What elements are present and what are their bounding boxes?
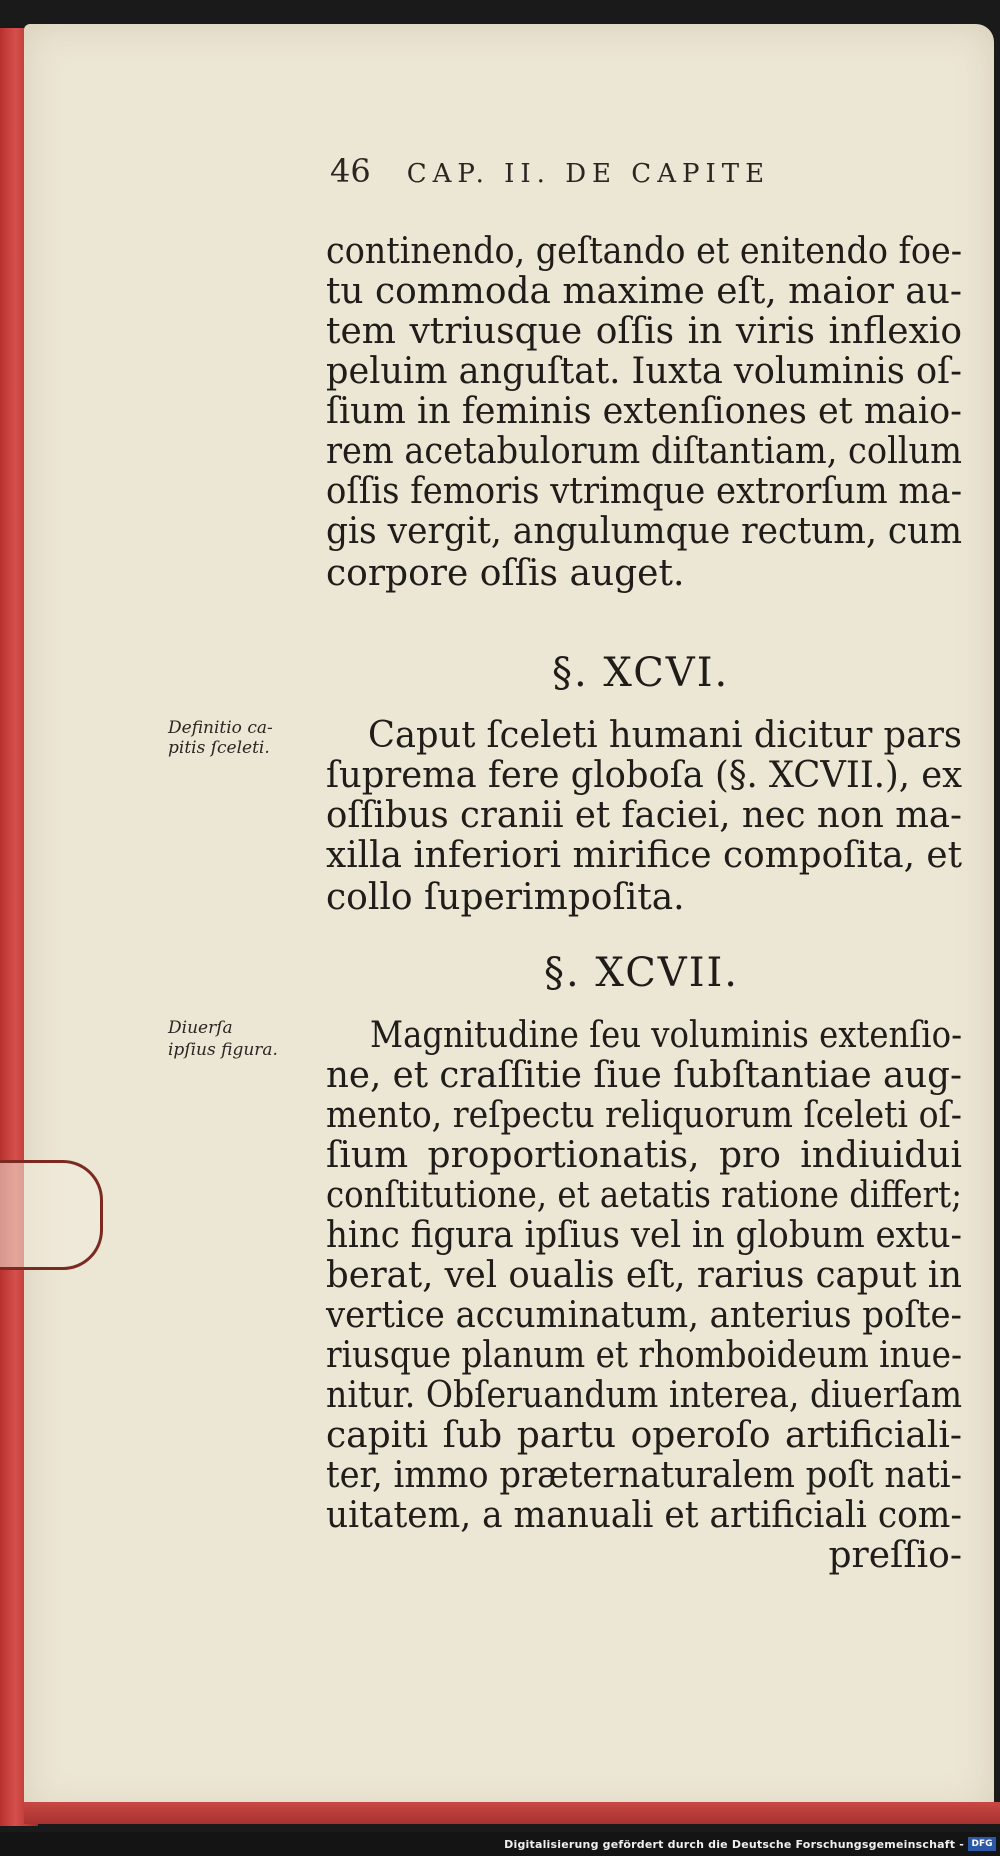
running-head-title: CAP. II. DE CAPITE	[406, 159, 771, 189]
marginal-note-line: ipſius figura.	[168, 1040, 278, 1060]
text-line: ne, et craſſitie ſiue ſubſtantiae aug-	[326, 1055, 962, 1096]
text-line: nitur. Obſeruandum interea, diuerſam	[326, 1375, 962, 1416]
text-line: conſtitutione, et aetatis ratione differt;	[326, 1175, 962, 1216]
dfg-logo: DFG	[968, 1837, 996, 1851]
text-line: uitatem, a manuali et artificiali com-	[326, 1495, 962, 1536]
marginal-note-line: Definitio ca-	[168, 718, 273, 738]
red-bottom-edge	[24, 1802, 1000, 1824]
funding-credit: Digitalisierung gefördert durch die Deutsche Forschungsgemeinschaft -	[504, 1838, 964, 1851]
text-line: hinc figura ipſius vel in globum extu-	[326, 1215, 962, 1256]
text-line: tu commoda maxime eſt, maior au-	[326, 271, 962, 312]
text-line: riusque planum et rhomboideum inue-	[326, 1335, 962, 1376]
text-line: gis vergit, angulumque rectum, cum	[326, 511, 962, 552]
section-heading-xcvii: §. XCVII.	[544, 950, 740, 996]
text-line: ter, immo præternaturalem poſt nati-	[326, 1455, 962, 1496]
text-line: capiti ſub partu operoſo artificiali-	[326, 1415, 962, 1456]
running-header	[330, 152, 770, 190]
catchword: preſſio-	[828, 1535, 962, 1576]
text-line: oſſis femoris vtrimque extrorſum ma-	[326, 471, 962, 512]
text-line: peluim anguſtat. Iuxta voluminis oſ-	[326, 351, 962, 392]
text-line: Caput ſceleti humani dicitur pars	[368, 715, 962, 756]
text-line: ſium in feminis extenſiones et maio-	[326, 391, 962, 432]
text-line: ſuprema fere globoſa (§. XCVII.), ex	[326, 755, 962, 796]
text-line: continendo, geſtando et enitendo foe-	[326, 231, 962, 272]
section-heading-xcvi: §. XCVI.	[552, 650, 730, 696]
page-tab-marker	[0, 1160, 103, 1270]
text-line: corpore oſſis auget.	[326, 553, 685, 594]
marginal-note-line: Diuerſa	[168, 1018, 233, 1038]
marginal-note-line: pitis ſceleti.	[168, 738, 270, 758]
text-line: berat, vel oualis eſt, rarius caput in	[326, 1255, 962, 1296]
text-line: oſſibus cranii et faciei, nec non ma-	[326, 795, 962, 836]
text-line: mento, reſpectu reliquorum ſceleti oſ-	[326, 1095, 962, 1136]
page-number: 46	[330, 152, 371, 190]
text-line: tem vtriusque oſſis in viris inflexio	[326, 311, 962, 352]
text-line: ſium proportionatis, pro indiuidui	[326, 1135, 962, 1176]
text-line: collo ſuperimpoſita.	[326, 877, 685, 918]
text-line: Magnitudine ſeu voluminis extenſio-	[370, 1015, 962, 1056]
text-line: xilla inferiori mirifice compoſita, et	[326, 835, 962, 876]
text-line: rem acetabulorum diſtantiam, collum	[326, 431, 962, 472]
text-line: vertice accuminatum, anterius poſte-	[326, 1295, 962, 1336]
